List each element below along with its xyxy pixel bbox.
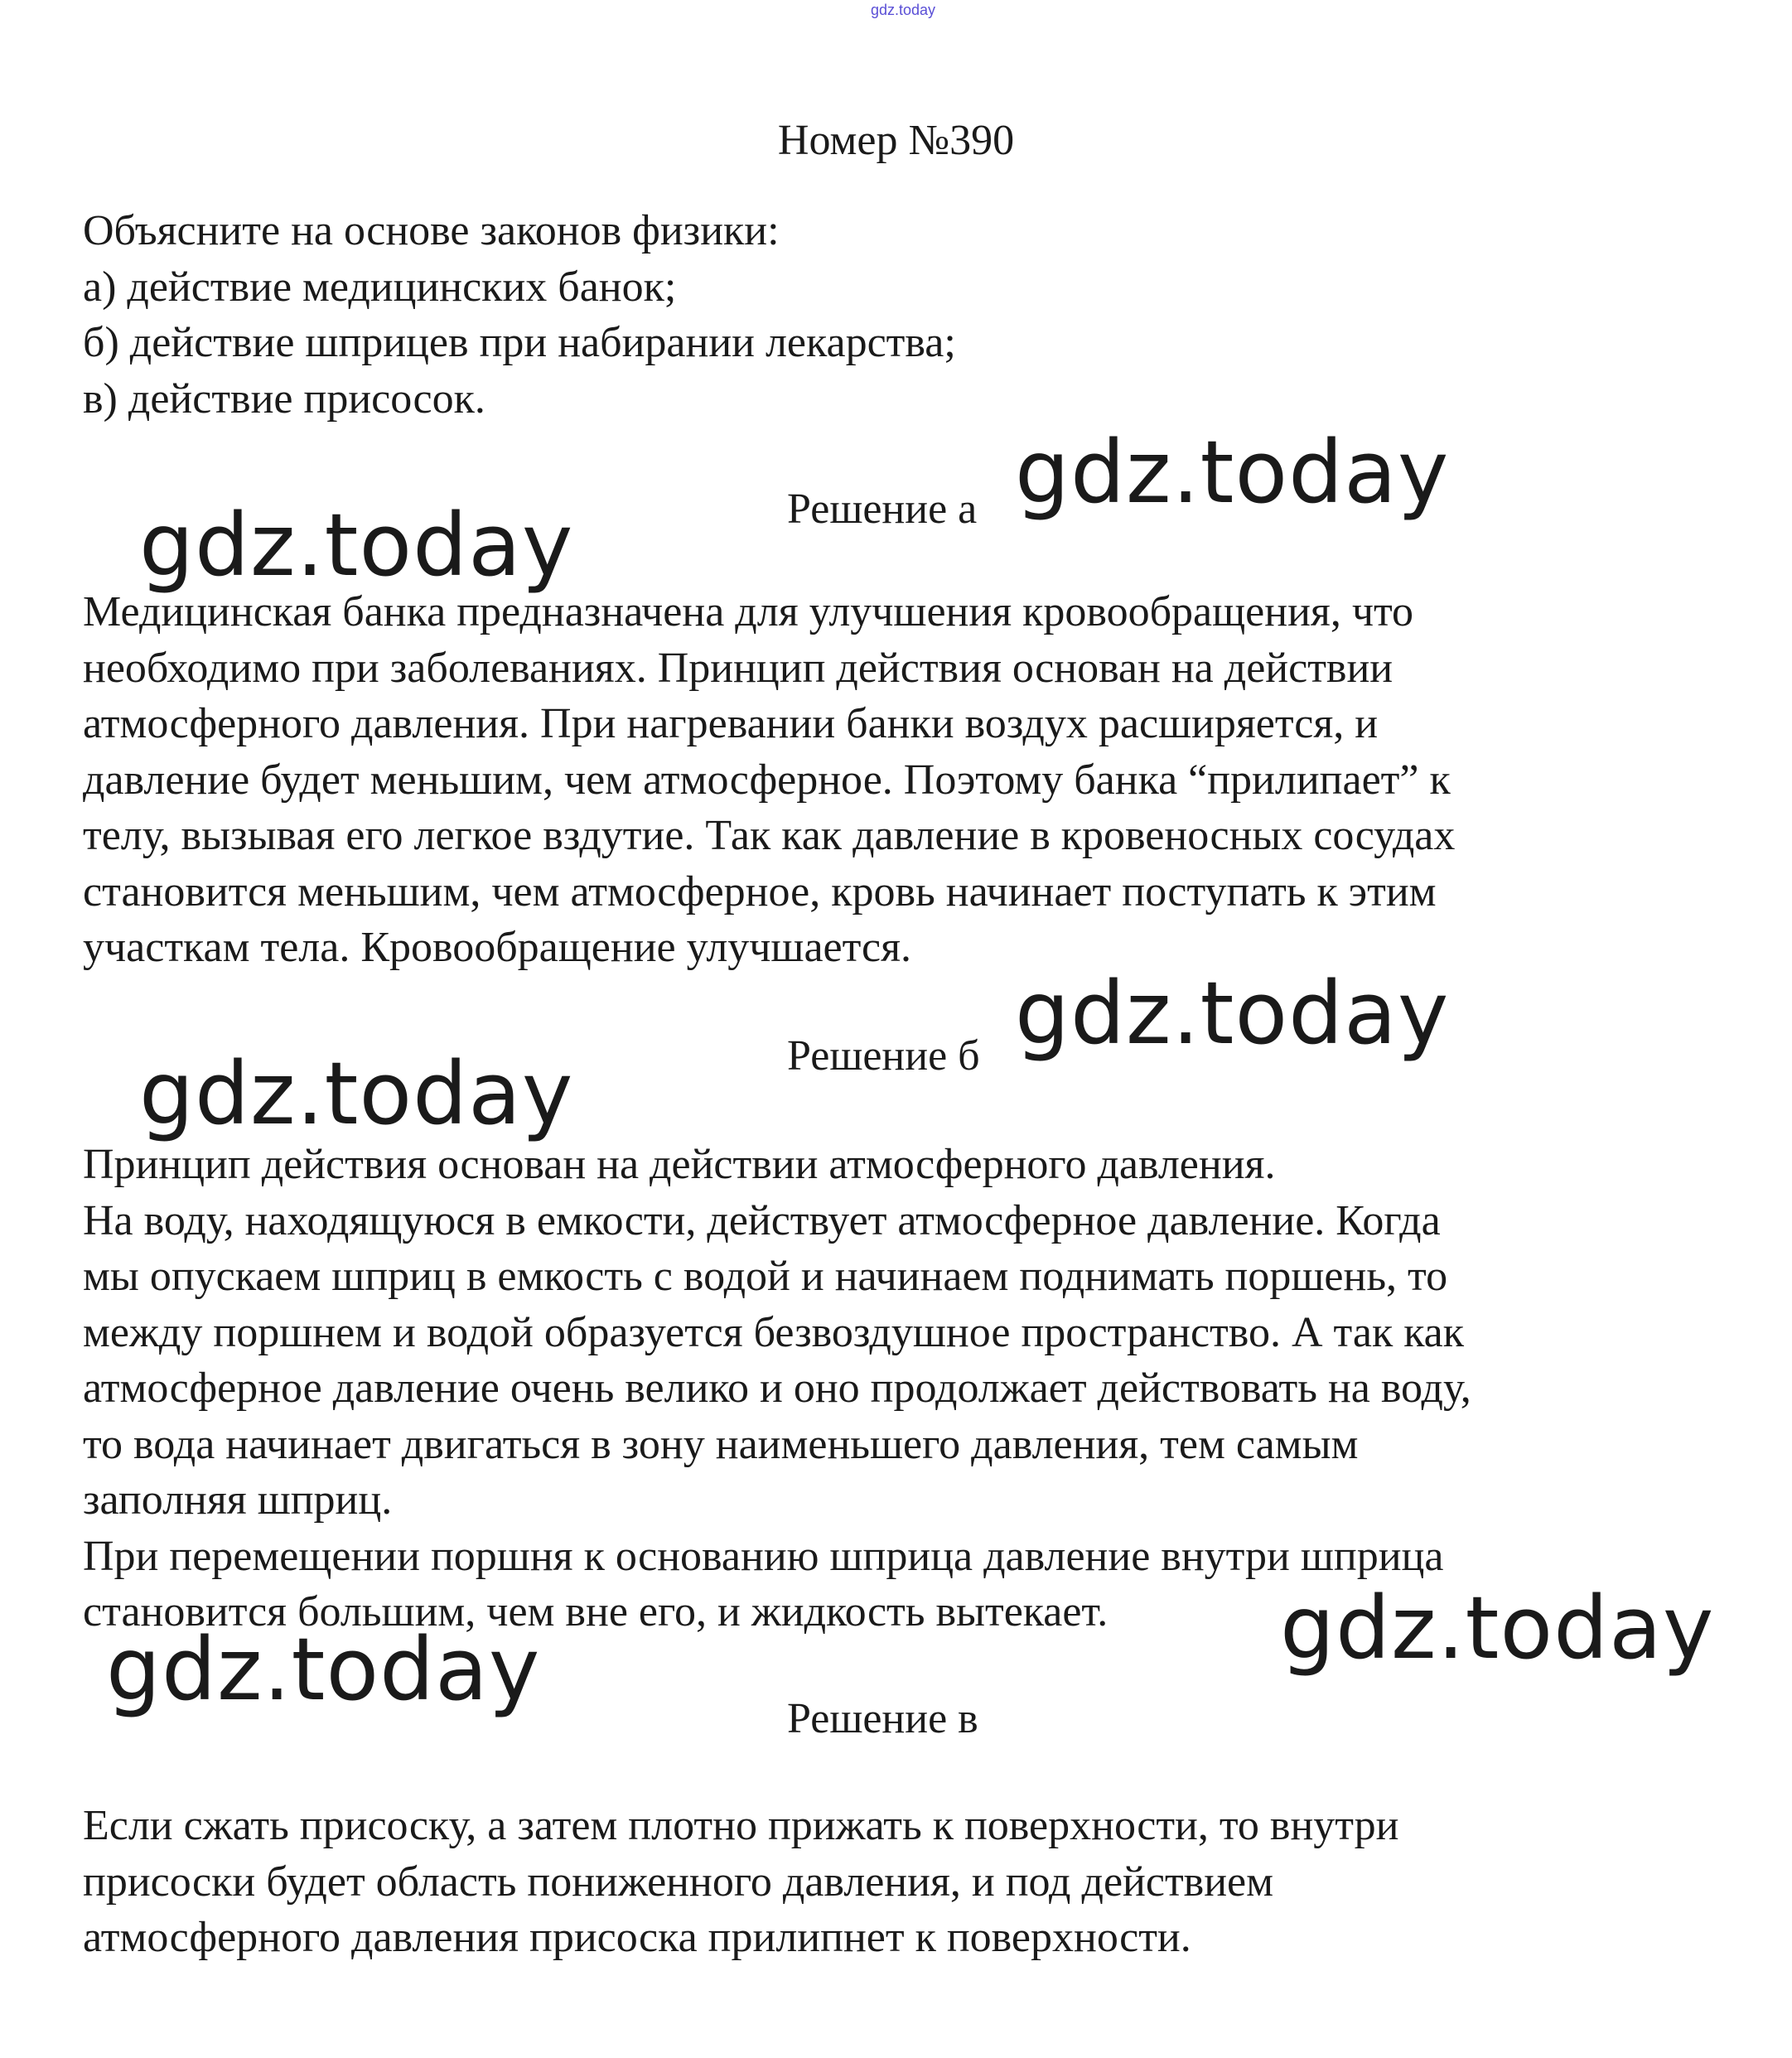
solution-a-line: телу, вызывая его легкое вздутие. Так как давление в кровеносных сосудах: [83, 812, 1456, 859]
solution-c-line: атмосферного давления присоска прилипнет к поверхности.: [83, 1914, 1191, 1961]
solution-b-line: атмосферное давление очень велико и оно продолжает действовать на воду,: [83, 1365, 1471, 1412]
task-line: Объясните на основе законов физики:: [83, 207, 780, 254]
watermark: gdz.today: [1015, 963, 1450, 1064]
task-line: а) действие медицинских банок;: [83, 263, 677, 311]
solution-b-line: При перемещении поршня к основанию шприца давление внутри шприца: [83, 1532, 1444, 1580]
solution-b-line: мы опускаем шприц в емкость с водой и начинаем поднимать поршень, то: [83, 1253, 1448, 1300]
solution-b-line: На воду, находящуюся в емкости, действует атмосферное давление. Когда: [83, 1196, 1441, 1244]
solution-c-line: присоски будет область пониженного давления, и под действием: [83, 1858, 1274, 1906]
watermark: gdz.today: [1015, 422, 1450, 523]
page-title: Номер №390: [777, 117, 1015, 164]
solution-a-line: необходимо при заболеваниях. Принцип действия основан на действии: [83, 644, 1394, 692]
solution-c-line: Если сжать присоску, а затем плотно прижать к поверхности, то внутри: [83, 1802, 1399, 1849]
solution-b-line: между поршнем и водой образуется безвоздушное пространство. А так как: [83, 1308, 1465, 1356]
solution-a-heading: Решение а: [787, 486, 978, 533]
solution-b-line: становится большим, чем вне его, и жидкость вытекает.: [83, 1588, 1109, 1635]
solution-b-line: то вода начинает двигаться в зону наименьшего давления, тем самым: [83, 1420, 1359, 1468]
solution-a-line: становится меньшим, чем атмосферное, кровь начинает поступать к этим: [83, 867, 1437, 915]
watermark: gdz.today: [139, 495, 574, 596]
solution-b-heading: Решение б: [787, 1032, 980, 1080]
solution-c-text: [83, 1798, 1740, 1966]
solution-a-line: атмосферного давления. При нагревании банки воздух расширяется, и: [83, 700, 1379, 747]
solution-a-line: давление будет меньшим, чем атмосферное. Поэтому банка “прилипает” к: [83, 756, 1451, 804]
task-statement: [83, 203, 1740, 427]
task-line: в) действие присосок.: [83, 374, 485, 423]
solution-a-line: участкам тела. Кровообращение улучшается.: [83, 924, 911, 971]
watermark: gdz.today: [1280, 1577, 1715, 1679]
watermark: gdz.today: [139, 1043, 574, 1144]
solution-b-line: заполняя шприц.: [83, 1476, 393, 1524]
header-watermark: gdz.today: [871, 2, 936, 18]
solution-a-line: Медицинская банка предназначена для улучшения кровообращения, что: [83, 588, 1414, 635]
task-line: б) действие шприцев при набирании лекарства;: [83, 319, 956, 366]
solution-a-text: [83, 584, 1740, 976]
solution-b-line: Принцип действия основан на действии атмосферного давления.: [83, 1141, 1276, 1188]
watermark: gdz.today: [106, 1619, 541, 1720]
solution-b-text: [83, 1137, 1740, 1640]
solution-c-heading: Решение в: [787, 1695, 978, 1742]
